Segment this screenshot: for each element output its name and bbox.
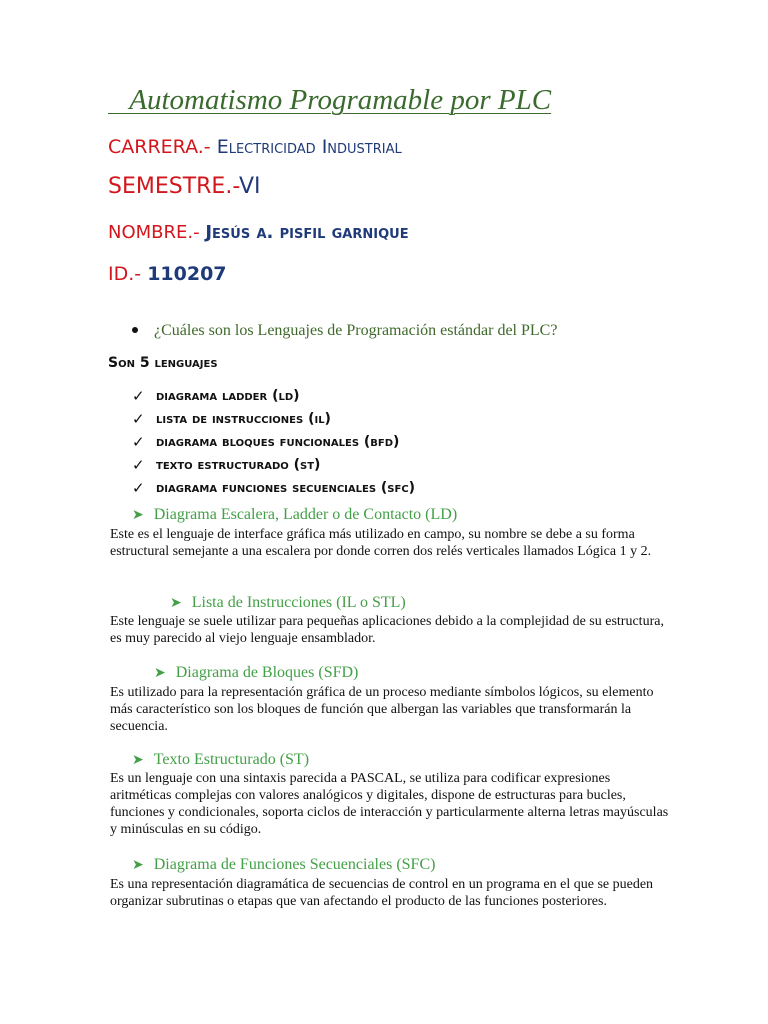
checkmark-icon: ✓ [132,432,145,451]
section-heading-text: Diagrama de Bloques (SFD) [175,664,359,681]
field-nombre [108,222,409,243]
list-item [132,407,415,430]
field-label: NOMBRE.- [108,222,200,243]
section-heading-sfd [154,664,358,682]
field-value: Electricidad Industrial [216,136,402,158]
field-semestre [108,174,261,199]
field-label: CARRERA.- [108,136,211,158]
field-carrera [108,136,402,158]
arrow-bullet-icon: ➤ [132,507,144,523]
section-heading-text: Lista de Instrucciones (IL o STL) [191,594,406,611]
field-id [108,263,227,285]
section-body-st: Es un lenguaje con una sintaxis parecida a PASCAL, se utiliza para codificar expresiones aritméticas complejas con valores analógicos y digitales, dispone de estructuras para bucles, funciones y condicionales, soporta ciclos de interacción y particularmente alterna letras mayúsculas y minúsculas en su código. [110,771,669,837]
checkmark-icon: ✓ [132,386,145,405]
section-heading-text: Diagrama de Funciones Secuenciales (SFC) [153,856,436,873]
list-item-label: texto estructurado (st) [156,456,321,473]
intro-text: Son 5 lenguajes [108,355,218,371]
checkmark-icon: ✓ [132,478,145,497]
section-heading-st [132,751,309,769]
arrow-bullet-icon: ➤ [132,857,144,873]
section-heading-ld [132,506,457,524]
list-item [132,384,415,407]
checkmark-icon: ✓ [132,409,145,428]
list-item [132,430,415,453]
document-title: Automatismo Programable por PLC [108,84,552,116]
section-body-ld: Este es el lenguaje de interface gráfica más utilizado en campo, su nombre se debe a su forma estructural semejante a una escalera por donde corren dos relés verticales llamados Lógica 1 y 2. [110,527,652,559]
section-heading-text: Texto Estructurado (ST) [153,751,310,768]
language-list [132,384,415,499]
section-heading-sfc [132,856,435,874]
section-body-il: Este lenguaje se suele utilizar para pequeñas aplicaciones debido a la complejidad de su estructura, es muy parecido al viejo lenguaje ensamblador. [110,614,664,646]
arrow-bullet-icon: ➤ [170,595,182,611]
list-item-label: diagrama bloques funcionales (bfd) [156,433,400,450]
question-text: ¿Cuáles son los Lenguajes de Programación estándar del PLC? [154,322,558,339]
section-body-sfc: Es una representación diagramática de secuencias de control en un programa en el que se pueden organizar subrutinas o etapas que van afectando el producto de las funciones posteriores. [110,877,654,909]
list-item-label: diagrama ladder (ld) [156,387,300,404]
field-label: ID.- [108,263,142,285]
field-value: VI [238,174,261,199]
section-heading-il [170,594,406,612]
bullet-dot-icon [132,327,138,333]
section-heading-text: Diagrama Escalera, Ladder o de Contacto (LD) [153,506,458,523]
list-item-label: diagrama funciones secuenciales (sfc) [156,479,416,496]
arrow-bullet-icon: ➤ [154,665,166,681]
field-value: 110207 [147,263,227,285]
list-item-label: lista de instrucciones (il) [156,410,331,427]
field-label: SEMESTRE.- [108,174,239,199]
arrow-bullet-icon: ➤ [132,752,144,768]
list-item [132,453,415,476]
list-item [132,476,415,499]
section-body-sfd: Es utilizado para la representación gráfica de un proceso mediante símbolos lógicos, su elemento más característico son los bloques de función que albergan las variables que transformarán la secuencia. [110,685,654,734]
checkmark-icon: ✓ [132,455,145,474]
field-value: Jesús a. pisfil garnique [205,222,409,243]
